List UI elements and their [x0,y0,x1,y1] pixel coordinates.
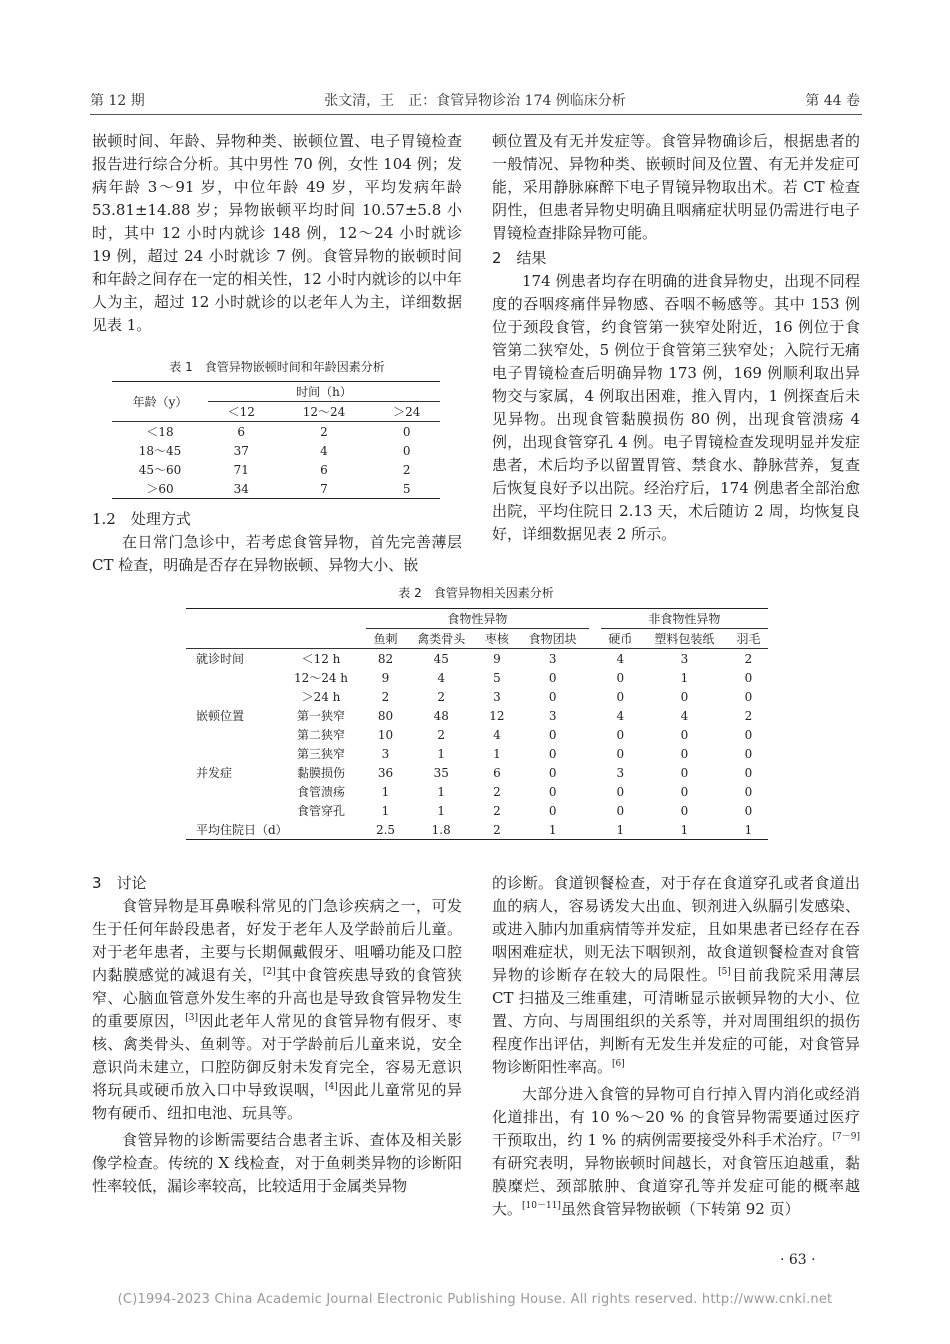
table2-cell: 1 [548,822,557,837]
table2-cell: 0 [616,670,625,685]
table2-cell: 45 [433,651,449,666]
table2-cell: 0 [744,689,753,704]
table2-cell: 4 [680,708,689,723]
col1-upper-text [92,130,462,337]
paragraph-treatment: 在日常门急诊中，若考虑食管异物，首先完善薄层 CT 检查，明确是否存在异物嵌顿、异物大小、嵌 [92,533,462,574]
table2-cell: 2 [493,822,501,837]
table1-cell: 37 [233,443,249,458]
table2-row-label: 食管溃疡 [296,785,345,799]
text-run: 大部分进入食管的异物可自行掉入胃内消化或经消化道排出，有 10 %～20 % 的食管异物需要通过医疗干预取出，约 1 % 的病例需要接受外科手术治疗。 [492,1085,860,1149]
table2-cell: 0 [616,784,625,799]
table2-group-label [186,668,276,687]
table1-cell: 6 [320,462,328,477]
table1-row-label: ＜18 [146,425,174,439]
table2-group-label: 就诊时间 [196,652,245,666]
table2-row-label: 第三狭窄 [296,747,345,761]
table2-cell: 1 [437,784,446,799]
table2-cell: 36 [377,765,394,780]
table1-group-header: 时间（h） [208,382,440,402]
table1-row-label: ＞60 [146,482,174,496]
table2-cell: 35 [433,765,449,780]
col2-section-3 [492,872,860,1221]
table1-cell: 7 [320,481,328,496]
table2-cell: 2 [381,689,390,704]
citation: [3] [185,1013,198,1023]
table2-cell: 0 [548,670,557,685]
table-row [186,649,768,669]
table2-cell: 1 [680,822,689,837]
table2-group-nonfood: 非食物性异物 [601,609,768,629]
table-row [186,687,768,706]
text-run: 食管异物是耳鼻喉科常见的门急诊疾病之一，可发生于任何年龄段患者，好发于老年人及学龄前后儿童。对于老年患者，主要与长期佩戴假牙、咀嚼功能及口腔内黏膜感觉的减退有关， [92,897,462,984]
table2-group-label [186,782,276,801]
table1-row-header: 年龄（y） [112,382,208,422]
table2-cell: 0 [680,746,689,761]
table2-group-label: 并发症 [196,766,233,780]
table2-cell: 3 [493,689,501,704]
citation: [5] [718,967,731,977]
table2-cell: 0 [680,689,689,704]
table2-caption: 表 2 食管异物相关因素分析 [398,586,554,600]
table2-cell: 0 [744,784,753,799]
table-row [186,744,768,763]
table2-cell: 0 [616,803,625,818]
table2-cell: 4 [437,670,446,685]
table2-cell: 2 [437,689,446,704]
table2-row-label: 12～24 h [293,671,349,685]
table2-cell: 1 [381,784,390,799]
table2-cell: 4 [616,651,625,666]
citation: [4] [324,1082,338,1092]
table2-cell: 3 [616,765,625,780]
table-row [186,725,768,744]
table2-cell: 82 [377,651,394,666]
table2-cell: 2 [493,784,501,799]
copyright-footer: (C)1994-2023 China Academic Journal Electronic Publishing House. All rights reserved. http://www.cnki.net [117,1292,833,1307]
table-row [186,706,768,725]
table2-col-header: 食物团块 [516,629,588,649]
paragraph-discussion-2: 食管异物的诊断需要结合患者主诉、查体及相关影像学检查。传统的 X 线检查，对于鱼刺类异物的诊断阳性率较低，漏诊率较高，比较适用于金属类异物 [92,1131,462,1195]
table2-cell: 3 [381,746,390,761]
table1-col-header: ＞24 [373,402,440,422]
running-header [90,88,860,112]
paragraph-treatment-cont: 顿位置及有无并发症等。食管异物确诊后，根据患者的一般情况、异物种类、嵌顿时间及位置、有无并发症可能，采用静脉麻醉下电子胃镜异物取出术。若 CT 检查阴性，但患者异物史明确且咽痛症状明显仍需进行电子胃镜检查排除异物可能。 [492,132,860,242]
table2-cell: 0 [616,689,625,704]
table2-cell: 2 [744,651,753,666]
table2-cell: 0 [744,670,753,685]
table2-cell: 5 [493,670,501,685]
table2-row-label: ＞24 h [301,690,341,704]
table2-cell: 2 [493,803,501,818]
table2-cell: 3 [680,651,689,666]
citation: [6] [612,1059,625,1069]
text-run: 有研究表明，异物嵌顿时间越长，对食管压迫越重，黏膜糜烂、颈部脓肿、食道穿孔等并发症可能的概率越大。 [492,1154,860,1218]
table2-cell: 0 [680,727,689,742]
table1-caption: 表 1 食管异物嵌顿时间和年龄因素分析 [169,360,385,374]
table2-col-header: 塑料包装纸 [640,629,729,649]
table2-col-header: 禽类骨头 [405,629,477,649]
table2-cell: 0 [680,784,689,799]
table1-col-header: ＜12 [208,402,275,422]
paragraph-discussion-3 [492,1083,860,1221]
table2-row-label: 第一狭窄 [296,709,345,723]
table2-cell: 0 [548,803,557,818]
table2-cell: 0 [616,727,625,742]
table2-cell: 0 [744,803,753,818]
table2-col-header: 枣核 [477,629,516,649]
table2-cell: 0 [680,765,689,780]
table2-col-header: 羽毛 [729,629,768,649]
citation: [2] [262,967,276,977]
table1-col-header: 12～24 [275,402,374,422]
table2-cell: 10 [377,727,394,742]
table1-cell: 4 [320,443,328,458]
table1-cell: 0 [402,443,411,458]
citation: [7－9] [832,1132,860,1142]
table1-cell: 71 [233,462,249,477]
table2-cell: 0 [548,746,557,761]
table2-cell: 0 [616,746,625,761]
table2-cell: 0 [744,765,753,780]
table2-col-header: 鱼刺 [366,629,405,649]
table2-cell: 3 [548,708,557,723]
header-volume: 第 44 卷 [805,93,860,109]
table1-cell: 6 [237,424,246,439]
table2-cell: 0 [744,746,753,761]
table2-group-label [186,725,276,744]
table2-cell: 2 [437,727,446,742]
table2-cell: 4 [493,727,501,742]
citation: [10－11] [522,1201,561,1211]
table2-cell: 3 [548,651,557,666]
header-title: 张文清，王 正：食管异物诊治 174 例临床分析 [324,93,626,109]
table2-cell: 1 [381,803,390,818]
table-row [112,441,440,460]
table2 [186,608,768,840]
paragraph-patient-stats: 嵌顿时间、年龄、异物种类、嵌顿位置、电子胃镜检查报告进行综合分析。其中男性 70 例，女性 104 例；发病年龄 3～91 岁，中位年龄 49 岁，平均发病年龄 53.81±14.88 岁；异物嵌顿平均时间 10.57±5.8 小时，其中 12 小时内就诊 148 例，12～24 小时就诊 19 例，超过 24 小时就诊 7 例。食管异物的嵌顿时间和年龄之间存在一定的相关性，12 小时内就诊的以中年人为主，超过 12 小时就诊的以老年人为主，详细数据见表 1。 [92,132,462,334]
table2-group-label [186,687,276,706]
table2-cell: 0 [744,727,753,742]
table1-cell: 34 [233,481,249,496]
table1-cell: 5 [402,481,411,496]
table1-cell: 0 [402,424,411,439]
table2-cell: 80 [377,708,394,723]
table2-cell: 48 [433,708,449,723]
paragraph-discussion-1 [92,895,462,1125]
table1-cell: 2 [320,424,328,439]
text-run: 其中食管疾患导致的食管狭窄、心脑血管意外发生率的升高也是导致食管异物发生的重要原因， [92,966,462,1030]
text-run: 因此儿童常见的异物有硬币、纽扣电池、玩具等。 [92,1081,462,1122]
table2-footer-label: 平均住院日（d） [196,823,288,837]
table2-row-label: ＜12 h [301,652,341,666]
table2-cell: 0 [548,727,557,742]
table2-cell: 4 [616,708,625,723]
table2-cell: 1.8 [431,822,451,837]
table2-cell: 6 [493,765,501,780]
section-3-heading: 3 讨论 [92,874,147,892]
table2-group-label [186,801,276,820]
table-row [186,782,768,801]
paragraph-results: 174 例患者均存在明确的进食异物史，出现不同程度的吞咽疼痛伴异物感、吞咽不畅感等。其中 153 例位于颈段食管，约食管第一狭窄处附近，16 例位于食管第二狭窄处，5 例位于食管第三狭窄处；入院行无痛电子胃镜检查后明确异物 173 例，169 例顺利取出异物交与家属，4 例取出困难，推入胃内，1 例探查后未见异物。出现食管黏膜损伤 80 例，出现食管溃疡 4 例，出现食管穿孔 4 例。电子胃镜检查发现明显并发症患者，术后均予以留置胃管、禁食水、静脉营养，复查后恢复良好予以出院。经治疗后，174 例患者全部治愈出院，平均住院日 2.13 天，术后随访 2 周，均恢复良好，详细数据见表 2 所示。 [492,272,860,543]
table2-cell: 0 [680,803,689,818]
text-run: 目前我院采用薄层 CT 扫描及三维重建，可清晰显示嵌顿异物的大小、位置、方向、与周围组织的关系等，并对周围组织的损伤程度作出评估，判断有无发生并发症的可能，对食管异物诊断阳性率高。 [492,966,860,1076]
table2-cell: 0 [548,765,557,780]
table2-cell: 1 [616,822,625,837]
page-number: · 63 · [780,1252,816,1268]
table-row [186,668,768,687]
text-run: 虽然食管异物嵌顿（下转第 92 页） [560,1200,800,1218]
table-row [112,460,440,479]
table-row [186,763,768,782]
table2-cell: 2 [744,708,753,723]
table2-col-header: 硬币 [601,629,640,649]
table2-cell: 1 [437,746,446,761]
table2-cell: 0 [548,784,557,799]
col2-upper-text [492,130,860,546]
table-row [112,479,440,499]
table1 [112,381,440,499]
table2-cell: 2.5 [375,822,396,837]
col1-section-1-2 [92,508,462,577]
table2-group-food: 食物性异物 [366,609,589,629]
header-rule [90,114,862,115]
table2-cell: 1 [437,803,446,818]
table1-row-label: 45～60 [138,463,182,477]
table2-row-label: 黏膜损伤 [296,766,345,780]
table-row [112,422,440,442]
table2-cell: 1 [493,746,501,761]
table2-cell: 9 [381,670,390,685]
table1-row-label: 18～45 [138,444,182,458]
table2-cell: 0 [548,689,557,704]
col1-section-3 [92,872,462,1198]
text-run: 的诊断。食道钡餐检查，对于存在食道穿孔或者食道出血的病人，容易诱发大出血、钡剂进入纵膈引发感染、或进入肺内加重病情等并发症，且如果患者已经存在吞咽困难症状，则无法下咽钡剂，故食道钡餐检查对食管异物的诊断存在较大的局限性。 [492,874,860,984]
table2-cell: 1 [680,670,689,685]
table2-group-label: 嵌顿位置 [196,709,245,723]
table2-row-label: 食管穿孔 [296,804,345,818]
table2-cell: 9 [493,651,501,666]
text-run: 因此老年人常见的食管异物有假牙、枣核、禽类骨头、鱼刺等。对于学龄前后儿童来说，安全意识尚未建立，口腔防御反射未发育完全，容易无意识将玩具或硬币放入口中导致误咽， [92,1012,462,1099]
section-2-heading: 2 结果 [492,249,547,267]
table1-cell: 2 [402,462,411,477]
paragraph-discussion-2-cont [492,872,860,1079]
table2-group-label [186,744,276,763]
header-issue: 第 12 期 [90,93,145,109]
table2-cell: 1 [744,822,753,837]
table-row [186,801,768,820]
section-1-2-heading: 1.2 处理方式 [92,510,191,528]
table2-cell: 12 [489,708,505,723]
table-row [186,820,768,840]
table2-row-label: 第二狭窄 [296,728,345,742]
